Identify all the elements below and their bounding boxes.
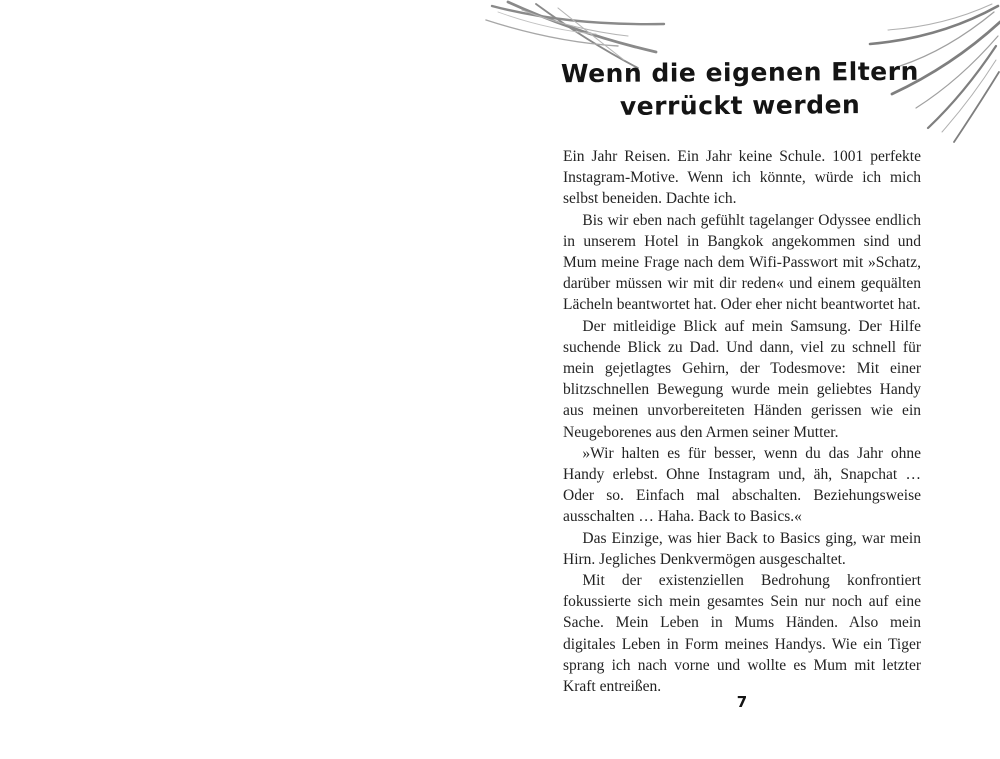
body-paragraph: Der mitleidige Blick auf mein Samsung. Der Hilfe suchende Blick zu Dad. Und dann, viel zu schnell für mein gejetlagtes Gehirn, der Todesmove: Mit einer blitzschnellen Bewegung wurde mein geliebtes Handy aus meinen unvorbereiteten Händen gerissen wie ein Neugeborenes aus den Armen seiner Mutter. [563,317,921,441]
body-paragraph: Ein Jahr Reisen. Ein Jahr keine Schule. 1001 perfekte Instagram-Motive. Wenn ich könnte, würde ich mich selbst beneiden. Dachte ich. [563,148,921,208]
chapter-title-line-1: Wenn die eigenen Eltern [560,56,919,89]
body-paragraph: »Wir halten es für besser, wenn du das Jahr ohne Handy erlebst. Ohne Instagram und, äh, Snapchat … Oder so. Einfach mal abschalten. Beziehungsweise ausschalten … Haha. Back to Basics.« [563,444,921,526]
body-paragraph: Mit der existenziellen Bedrohung konfrontiert fokussierte sich mein gesamtes Sein nur noch auf eine Sache. Mein Leben in Mums Händen. Also mein digitales Leben in Form meines Handys. Wie ein Tiger sprang ich nach vorne und wollte es Mum mit letzter Kraft entreißen. [563,572,921,696]
page-number: 7 [736,693,748,711]
chapter-title [540,55,940,124]
body-paragraph: Das Einzige, was hier Back to Basics ging, war mein Hirn. Jegliches Denkvermögen ausgeschaltet. [563,529,921,568]
body-paragraph: Bis wir eben nach gefühlt tagelanger Odyssee endlich in unserem Hotel in Bangkok angekommen sind und Mum meine Frage nach dem Wifi-Passwort mit »Schatz, darüber müssen wir mit dir reden« und einem gequälten Lächeln beantwortet hat. Oder eher nicht beantwortet hat. [563,211,921,314]
chapter-title-line-2: verrückt werden [619,90,861,121]
body-text [563,146,921,697]
